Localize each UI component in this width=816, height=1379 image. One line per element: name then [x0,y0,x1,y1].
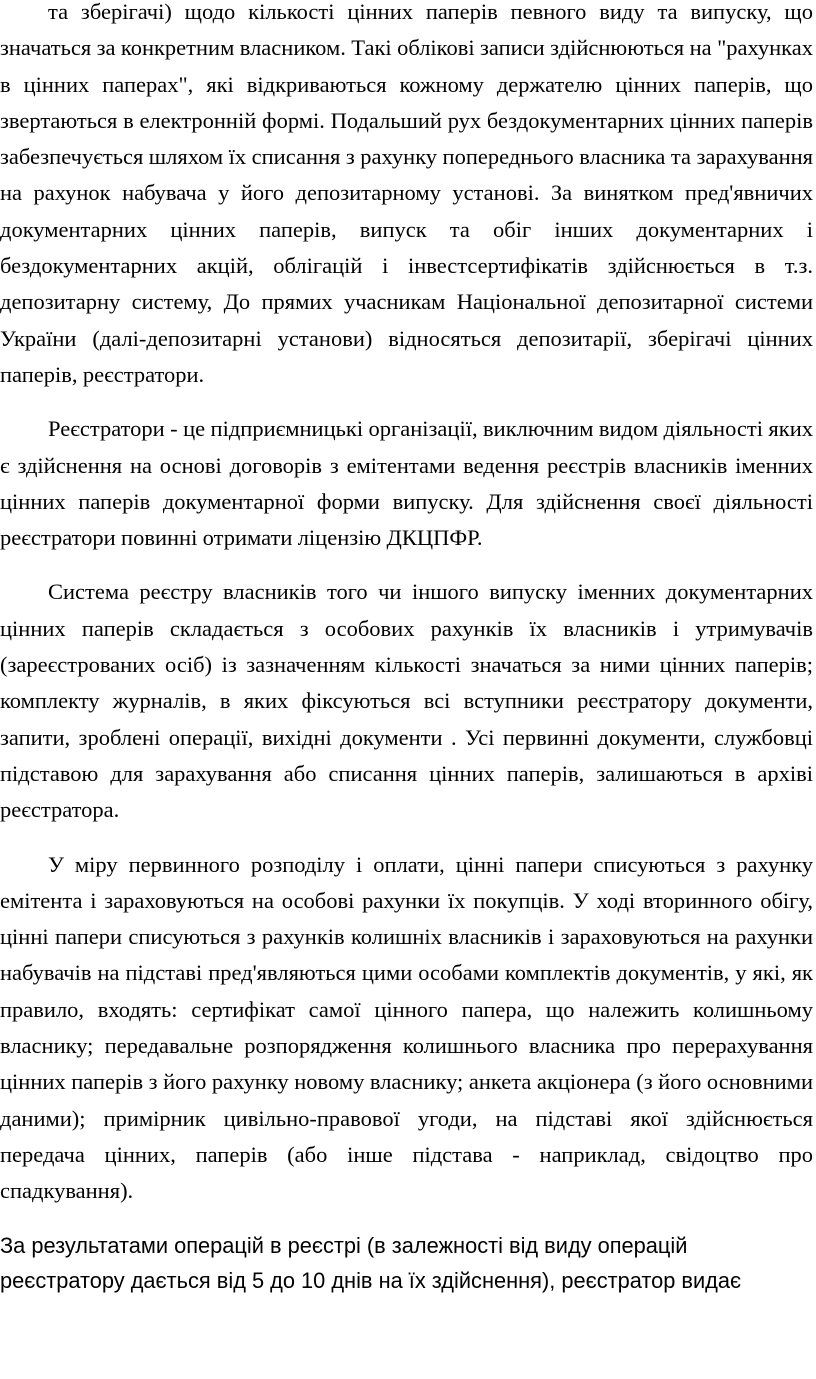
paragraph-2: Реєстратори - це підприємницькі організації, виключним видом діяльності яких є здійснення на основі договорів з емітентами ведення реєстрів власників іменних цінних паперів документарної форми випуску. Для здійснення своєї діяльності реєстратори повинні отримати ліцензію ДКЦПФР. [0,416,813,551]
paragraph-4: У міру первинного розподілу і оплати, цінні папери списуються з рахунку емітента і зараховуються на особові рахунки їх покупців. У ході вторинного обігу, цінні папери списуються з рахунків колишніх власників і зараховуються на рахунки набувачів на підставі пред'являються цими особами комплектів документів, у які, як правило, входять: сертифікат самої цінного папера, що належить колишньому власнику; передавальне розпорядження колишнього власника про перерахування цінних паперів з його рахунку новому власнику; анкета акціонера (з його основними даними); примірник цивільно-правової угоди, на підставі якої здійснюється передача цінних, паперів (або інше підстава - наприклад, свідоцтво про спадкування). [0,851,813,1204]
paragraph-1: та зберігачі) щодо кількості цінних паперів певного виду та випуску, що значаться за конкретним власником. Такі облікові записи здійснюються на "рахунках в цінних паперах", які відкриваються кожному держателю цінних паперів, що звертаються в електронній формі. Подальший рух бездокументарних цінних паперів забезпечується шляхом їх списання з рахунку попереднього власника та зарахування на рахунок набувача у його депозитарному установі. За винятком пред'явничих документарних цінних паперів, випуск та обіг інших документарних і бездокументарних акцій, облігацій і інвестсертифікатів здійснюється в т.з. депозитарну систему, До прямих учасникам Національної депозитарної системи України (далі-депозитарні установи) відносяться депозитарії, зберігачі цінних паперів, реєстратори. [0,0,813,387]
closing-paragraph: За результатами операцій в реєстрі (в залежності від виду операцій реєстратору дається від 5 до 10 днів на їх здійснення), реєстратор видає [0,1233,742,1293]
paragraph-3: Система реєстру власників того чи іншого випуску іменних документарних цінних паперів складається з особових рахунків їх власників і утримувачів (зареєстрованих осіб) із зазначенням кількості значаться за ними цінних паперів; комплекту журналів, в яких фіксуються всі вступники реєстратору документи, запити, зроблені операції, вихідні документи . Усі первинні документи, службовці підставою для зарахування або списання цінних паперів, залишаються в архіві реєстратора. [0,579,813,823]
